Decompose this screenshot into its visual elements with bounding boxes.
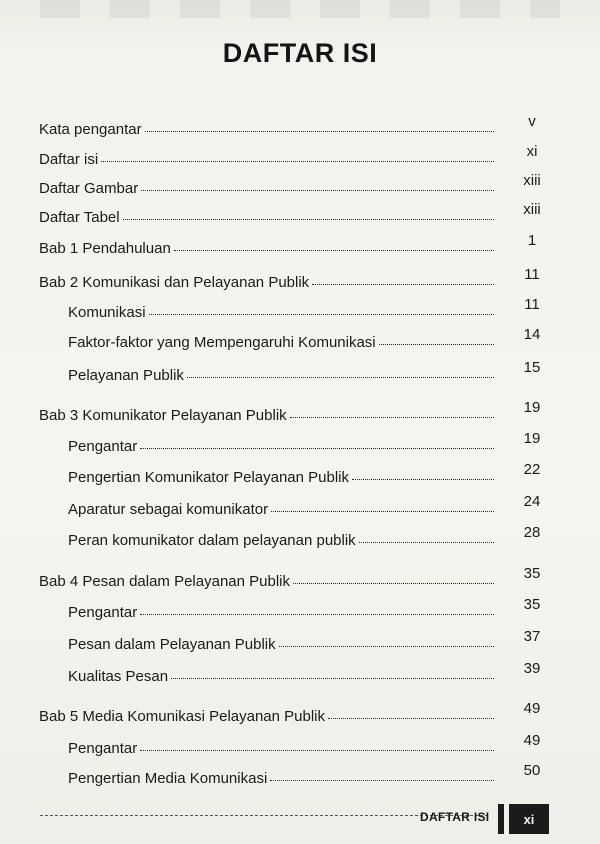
toc-page-number: 19 (523, 430, 541, 447)
toc-entry[interactable] (68, 499, 494, 520)
toc-entry[interactable] (39, 238, 494, 259)
toc-dot-leader (270, 768, 494, 781)
toc-row (0, 399, 600, 427)
toc-page-number: 11 (524, 266, 540, 283)
toc-entry[interactable] (39, 178, 494, 199)
toc-dot-leader (293, 571, 494, 584)
toc-entry[interactable] (68, 666, 494, 687)
toc-entry-label: Faktor-faktor yang Mempengaruhi Komunikasi (68, 334, 376, 351)
toc-entry-label: Pengertian Media Komunikasi (68, 770, 268, 787)
toc-entry[interactable] (39, 149, 494, 170)
toc-entry[interactable] (68, 768, 494, 789)
toc-dot-leader (123, 207, 494, 220)
toc-entry[interactable] (68, 332, 494, 353)
toc-entry[interactable] (68, 302, 494, 323)
toc-entry-label: Bab 1 Pendahuluan (39, 240, 171, 257)
toc-entry-label: Komunikasi (68, 304, 146, 321)
toc-page-number: 37 (523, 628, 541, 645)
toc-row (0, 732, 600, 760)
toc-entry-label: Bab 5 Media Komunikasi Pelayanan Publik (39, 708, 326, 725)
toc-dot-leader (171, 666, 494, 679)
toc-page-number: v (528, 113, 536, 130)
toc-entry[interactable] (39, 207, 494, 228)
toc-row (0, 113, 600, 141)
toc-entry-label: Bab 3 Komunikator Pelayanan Publik (39, 407, 287, 424)
toc-dot-leader (187, 365, 494, 378)
toc-entry-label: Pengertian Komunikator Pelayanan Publik (68, 469, 350, 486)
toc-row (0, 461, 600, 489)
toc-dot-leader (174, 238, 494, 251)
toc-entry-label: Daftar Gambar (39, 180, 139, 197)
toc-row (0, 430, 600, 458)
toc-row (0, 700, 600, 728)
toc-row (0, 524, 600, 552)
toc-dot-leader (312, 272, 494, 285)
toc-row (0, 201, 600, 229)
footer-page-number: xi (506, 804, 549, 834)
toc-entry-label: Peran komunikator dalam pelayanan publik (68, 532, 356, 549)
toc-row (0, 326, 600, 354)
toc-page-number: 14 (523, 326, 541, 343)
page-title: DAFTAR ISI (222, 38, 378, 68)
toc-page-number: 11 (524, 296, 540, 313)
toc-entry[interactable] (68, 602, 494, 623)
toc-dot-leader (352, 467, 494, 480)
toc-entry[interactable] (68, 738, 494, 759)
toc-entry-label: Kualitas Pesan (68, 668, 169, 685)
toc-dot-leader (379, 332, 494, 345)
toc-entry[interactable] (39, 272, 494, 293)
footer-section-label: DAFTAR ISI (420, 810, 490, 824)
toc-dot-leader (149, 302, 494, 315)
toc-entry[interactable] (39, 119, 494, 140)
toc-dot-leader (359, 530, 494, 543)
toc-page-number: 28 (523, 524, 541, 541)
toc-page-number: 49 (523, 732, 541, 749)
toc-row (0, 143, 600, 171)
toc-entry-label: Pengantar (68, 604, 138, 621)
toc-entry[interactable] (39, 405, 494, 426)
toc-row (0, 266, 600, 294)
toc-page-number: xiii (523, 201, 541, 218)
toc-dot-leader (145, 119, 494, 132)
footer-bar (498, 804, 504, 834)
toc-entry-label: Pelayanan Publik (68, 367, 184, 384)
toc-page-number: 15 (523, 359, 541, 376)
toc-dot-leader (140, 436, 494, 449)
toc-page-number: 19 (523, 399, 541, 416)
bleed-through-texture (40, 0, 560, 18)
toc-page-number: xi (526, 143, 538, 160)
toc-entry-label: Pengantar (68, 438, 138, 455)
toc-row (0, 493, 600, 521)
toc-row (0, 232, 600, 260)
toc-entry[interactable] (68, 467, 494, 488)
toc-entry[interactable] (68, 634, 494, 655)
toc-dot-leader (101, 149, 494, 162)
toc-dot-leader (328, 706, 494, 719)
toc-dot-leader (140, 602, 494, 615)
toc-dot-leader (290, 405, 494, 418)
toc-page-number: 35 (523, 596, 541, 613)
toc-row (0, 660, 600, 688)
toc-entry-label: Pengantar (68, 740, 138, 757)
toc-page-number: 35 (523, 565, 541, 582)
toc-dot-leader (141, 178, 494, 191)
toc-page-number: xiii (523, 172, 541, 189)
toc-entry-label: Bab 4 Pesan dalam Pelayanan Publik (39, 573, 291, 590)
toc-dot-leader (140, 738, 494, 751)
toc-page-number: 1 (527, 232, 537, 249)
toc-row (0, 565, 600, 593)
toc-page-number: 50 (523, 762, 541, 779)
toc-entry[interactable] (68, 530, 494, 551)
toc-row (0, 172, 600, 200)
toc-page-number: 39 (523, 660, 541, 677)
toc-row (0, 628, 600, 656)
toc-row (0, 762, 600, 790)
toc-entry[interactable] (39, 571, 494, 592)
toc-page-number: 24 (523, 493, 541, 510)
toc-entry-label: Aparatur sebagai komunikator (68, 501, 269, 518)
toc-entry[interactable] (39, 706, 494, 727)
toc-page-number: 22 (523, 461, 541, 478)
toc-dot-leader (271, 499, 494, 512)
toc-entry-label: Kata pengantar (39, 121, 142, 138)
toc-entry-label: Bab 2 Komunikasi dan Pelayanan Publik (39, 274, 310, 291)
toc-entry-label: Daftar Tabel (39, 209, 120, 226)
toc-row (0, 596, 600, 624)
toc-dot-leader (279, 634, 494, 647)
toc-page-number: 49 (523, 700, 541, 717)
toc-entry[interactable] (68, 436, 494, 457)
toc-entry-label: Pesan dalam Pelayanan Publik (68, 636, 276, 653)
toc-entry[interactable] (68, 365, 494, 386)
toc-row (0, 359, 600, 387)
toc-entry-label: Daftar isi (39, 151, 99, 168)
toc-row (0, 296, 600, 324)
